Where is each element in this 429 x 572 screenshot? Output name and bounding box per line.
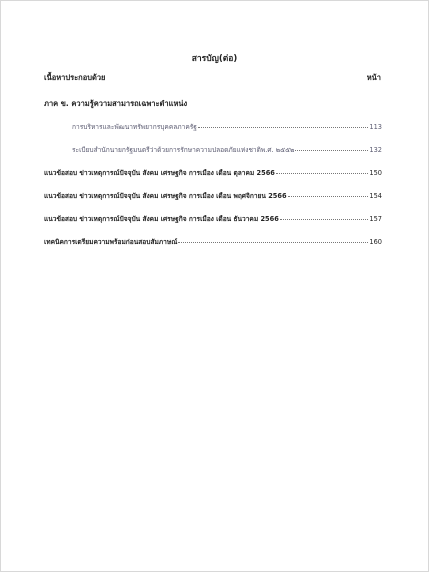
toc-entry-title: แนวข้อสอบ ข่าวเหตุการณ์ปัจจุบัน สังคม เศรษฐกิจ การเมือง เดือน ตุลาคม 2566 (44, 169, 275, 177)
leader-dots (280, 219, 369, 220)
contents-heading: เนื้อหาประกอบด้วย (44, 73, 106, 82)
toc-entry (44, 213, 382, 224)
leader-dots (198, 127, 368, 128)
toc-header (44, 72, 381, 84)
toc-entry-title: แนวข้อสอบ ข่าวเหตุการณ์ปัจจุบัน สังคม เศรษฐกิจ การเมือง เดือน ธันวาคม 2566 (44, 215, 279, 223)
leader-dots (178, 242, 368, 243)
toc-entry (44, 190, 382, 201)
toc-entry-page: 154 (369, 192, 382, 200)
leader-dots (288, 196, 369, 197)
leader-dots (295, 150, 368, 151)
toc-entry (72, 144, 382, 155)
toc-entry-page: 160 (369, 238, 382, 246)
toc-entry-title: ระเบียบสำนักนายกรัฐมนตรีว่าด้วยการรักษาความปลอดภัยแห่งชาติพ.ศ. ๒๕๕๒ (72, 146, 295, 154)
toc-entry (44, 236, 382, 247)
toc-entry-page: 157 (369, 215, 382, 223)
toc-entry (72, 121, 382, 132)
page-column-heading: หน้า (366, 73, 381, 82)
section-heading: ภาค ข. ความรู้ความสามารถเฉพาะตำแหน่ง (44, 99, 188, 108)
toc-entry (44, 167, 382, 178)
toc-entry-page: 150 (369, 169, 382, 177)
leader-dots (276, 173, 369, 174)
toc-entry-page: 132 (369, 146, 382, 154)
toc-entry-page: 113 (369, 123, 382, 131)
toc-entry-title: การบริหารและพัฒนาทรัพยากรบุคคลภาครัฐ (72, 123, 197, 131)
page-title: สารบัญ(ต่อ) (191, 54, 238, 64)
toc-entry-title: แนวข้อสอบ ข่าวเหตุการณ์ปัจจุบัน สังคม เศรษฐกิจ การเมือง เดือน พฤศจิกายน 2566 (44, 192, 287, 200)
toc-entry-title: เทคนิคการเตรียมความพร้อมก่อนสอบสัมภาษณ์ (44, 238, 178, 246)
